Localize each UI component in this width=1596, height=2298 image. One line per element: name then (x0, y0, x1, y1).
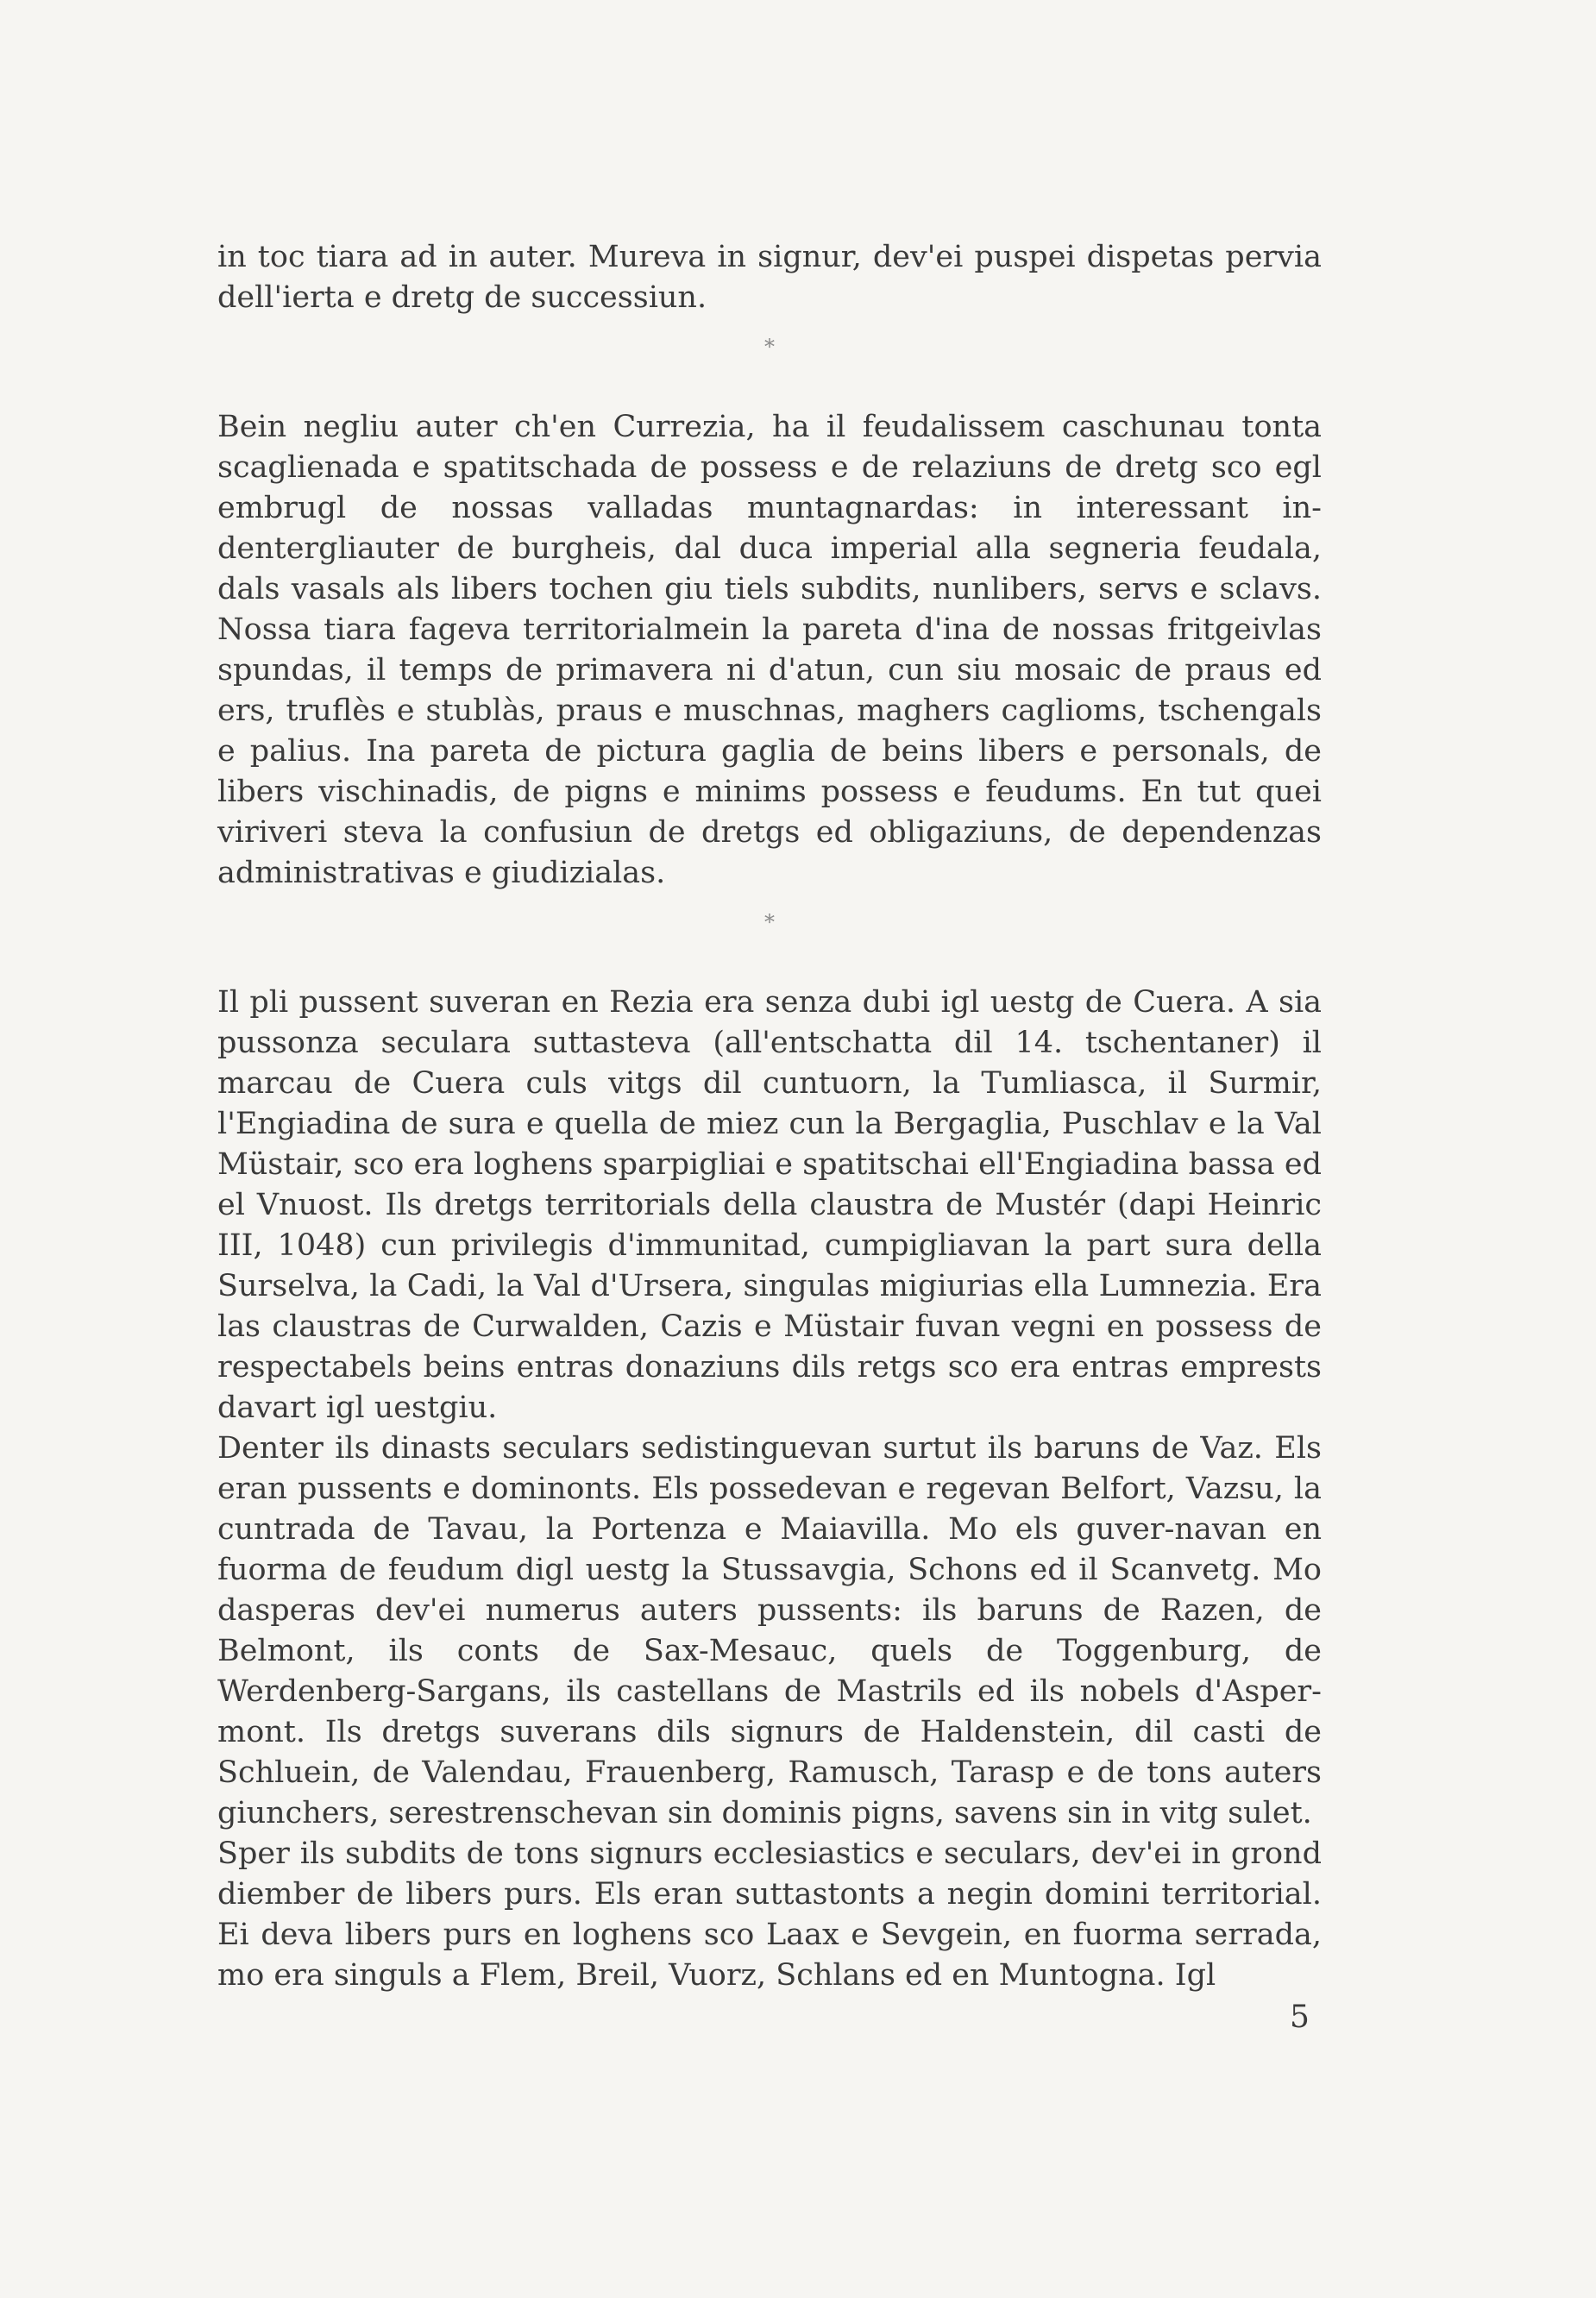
paragraph-3: Il pli pussent suveran en Rezia era senza dubi igl uestg de Cuera. A sia pussonza seculara suttasteva (all'entschatta dil 14. tschentaner) il marcau de Cuera culs vitgs dil cuntuorn, la Tumliasca, il Surmir, l'Engiadina de sura e quella de miez cun la Bergaglia, Puschlav e la Val Müstair, sco era loghens sparpigliai e spatitschai ell'Engiadina bassa ed el Vnuost. Ils dretgs territorials della claustra de Mustér (dapi Heinric III, 1048) cun privilegis d'immunitad, cumpigliavan la part sura della Surselva, la Cadi, la Val d'Ursera, singulas migiurias ella Lumnezia. Era las claustras de Curwalden, Cazis e Müstair fuvan vegni en possess de respectabels beins entras donaziuns dils retgs sco era entras emprests davart igl uestgiu. (217, 985, 1322, 1425)
section-separator-2: * (764, 910, 775, 934)
document-page (217, 237, 1322, 1996)
section-separator-1: * (764, 335, 775, 359)
paragraph-5: Sper ils subdits de tons signurs ecclesiastics e seculars, dev'ei in grond diember de libers purs. Els eran suttastonts a negin domini territorial. Ei deva libers purs en loghens sco Laax e Sevgein, en fuorma serrada, mo era singuls a Flem, Breil, Vuorz, Schlans ed en Muntogna. Igl (217, 1837, 1322, 1993)
paragraph-2: Bein negliu auter ch'en Currezia, ha il feudalissem caschunau tonta scaglienada e spatitschada de possess e de relaziuns de dretg sco egl embrugl de nossas valladas muntagnardas: in interessant in-dentergliauter de burgheis, dal duca imperial alla segneria feudala, dals vasals als libers tochen giu tiels subdits, nunlibers, servs e sclavs. Nossa tiara fageva territorialmein la pareta d'ina de nossas fritgeivlas spundas, il temps de primavera ni d'atun, cun siu mosaic de praus ed ers, truflès e stublàs, praus e muschnas, maghers caglioms, tschengals e palius. Ina pareta de pictura gaglia de beins libers e personals, de libers vischinadis, de pigns e minims possess e feudums. En tut quei viriveri steva la confusiun de dretgs ed obligaziuns, de dependenzas administrativas e giudizialas. (217, 410, 1322, 890)
paragraph-1: in toc tiara ad in auter. Mureva in signur, dev'ei puspei dispetas pervia dell'ierta e dretg de successiun. (217, 240, 1322, 315)
paragraph-4: Denter ils dinasts seculars sedistinguevan surtut ils baruns de Vaz. Els eran pussents e dominonts. Els possedevan e regevan Belfort, Vazsu, la cuntrada de Tavau, la Portenza e Maiavilla. Mo els guver-navan en fuorma de feudum digl uestg la Stussavgia, Schons ed il Scanvetg. Mo dasperas dev'ei numerus auters pussents: ils baruns de Razen, de Belmont, ils conts de Sax-Mesauc, quels de Toggenburg, de Werdenberg-Sargans, ils castellans de Mastrils ed ils nobels d'Asper-mont. Ils dretgs suverans dils signurs de Haldenstein, dil casti de Schluein, de Valendau, Frauenberg, Ramusch, Tarasp e de tons auters giunchers, serestrenschevan sin dominis pigns, savens sin in vitg sulet. (217, 1431, 1322, 1830)
page-number: 5 (1290, 2000, 1310, 2035)
